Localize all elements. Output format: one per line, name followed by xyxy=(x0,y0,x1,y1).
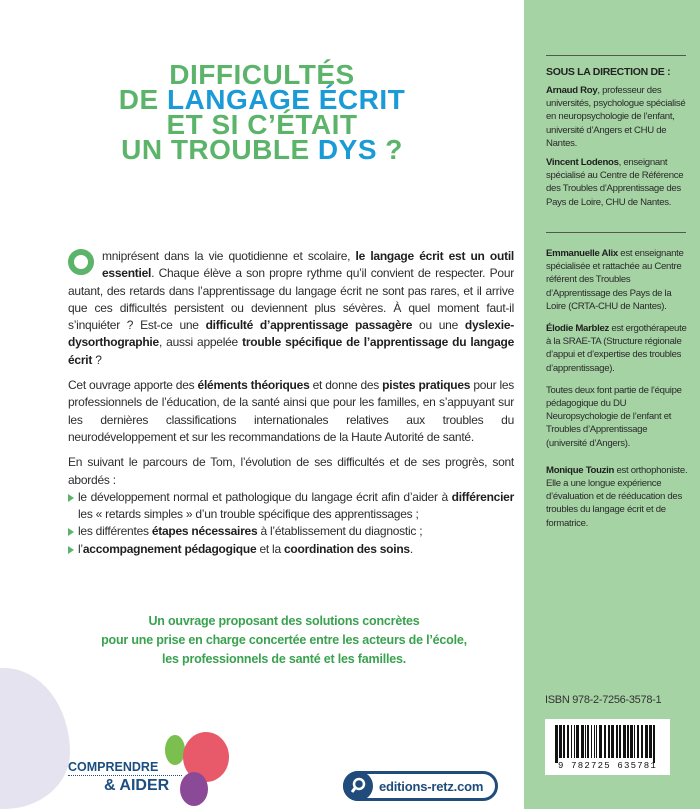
barcode-bar xyxy=(591,725,592,758)
author-bio xyxy=(546,322,690,375)
barcode xyxy=(545,719,670,775)
barcode-bar xyxy=(604,725,606,758)
tagline xyxy=(44,612,524,669)
barcode-bars xyxy=(555,725,659,763)
text-segment: , professeur des universités, psychologue spécialisé en neuropsychologie de l’enfant, université d’Angers et CHU de Nantes. xyxy=(546,85,686,149)
text-segment: En suivant le parcours de Tom, l’évolution de ses difficultés et de ses progrès, sont abordés : xyxy=(68,455,514,487)
barcode-bar xyxy=(559,725,562,758)
barcode-bar xyxy=(649,725,652,758)
text-segment: , enseignant spécialisé au Centre de Référence des Troubles d’Apprentissage des Pays de Loire, CHU de Nantes. xyxy=(546,157,684,208)
emphasis-text: Élodie Marblez xyxy=(546,323,609,335)
barcode-bar xyxy=(599,725,602,758)
blurb xyxy=(68,248,514,558)
barcode-bar xyxy=(630,725,633,758)
emphasis-text: Monique Touzin xyxy=(546,464,615,476)
text-segment: est ergothérapeute à la SRAE-TA (Structure régionale d’appui et d’expertise des troubles d’apprentissage). xyxy=(546,323,687,374)
text-segment: ou une xyxy=(412,318,465,333)
text-segment: les différentes xyxy=(78,524,152,539)
text-segment: et donne des xyxy=(309,378,383,393)
tagline-line: pour une prise en charge concertée entre les acteurs de l’école, xyxy=(101,633,467,647)
text-segment: Toutes deux font partie de l’équipe pédagogique du DU Neuropsychologie de l’enfant et Troubles d’Apprentissage (université d’Angers). xyxy=(546,384,682,449)
barcode-bar xyxy=(623,725,626,758)
emphasis-text: Emmanuelle Alix xyxy=(546,248,618,259)
text-segment: . Chaque élève a son propre rythme qu’il convient de respecter. Pour autant, des retards dans l’apprentissage du langage écrit ne sont pas rares, et il arrive que ces difficultés persistent ou deviennent plus sévères. À quel moment faut-il s’inquiéter ? Est-ce une xyxy=(68,266,514,333)
text-segment: Cet ouvrage apporte des xyxy=(68,378,198,393)
title-text: UN TROUBLE xyxy=(121,134,318,165)
emphasis-text: Vincent Lodenos xyxy=(546,157,619,169)
text-segment: . xyxy=(409,541,413,556)
author-bio xyxy=(546,384,690,450)
bullet-item xyxy=(68,541,514,558)
barcode-number: 9 782725 635781 xyxy=(557,761,657,771)
text-segment: pour les professionnels de l’éducation, de la santé ainsi que pour les familles, en s’appuyant sur les dernières classifications internationales relatives aux troubles du neurodéveloppement et sur les recommandations de la Haute Autorité de santé. xyxy=(68,378,515,444)
barcode-bar xyxy=(608,725,610,758)
website-link[interactable] xyxy=(343,771,498,801)
text-segment: le développement normal et pathologique du langage écrit afin d’aider à xyxy=(78,489,452,504)
divider xyxy=(546,232,686,233)
isbn: ISBN 978-2-7256-3578-1 xyxy=(545,694,662,706)
title-line: ET SI C’ÉTAIT xyxy=(166,109,358,140)
emphasis-text: éléments théoriques xyxy=(197,378,310,393)
barcode-bar xyxy=(645,725,648,758)
title-highlight: DYS xyxy=(317,134,377,165)
bullet-item xyxy=(68,523,514,540)
website-text: editions-retz.com xyxy=(379,779,484,794)
barcode-bar xyxy=(576,725,579,758)
barcode-bar xyxy=(634,725,635,758)
barcode-bar xyxy=(581,725,584,758)
blurb-paragraph xyxy=(68,248,514,369)
series-name-line1: COMPRENDRE xyxy=(68,760,182,776)
emphasis-text: différencier xyxy=(451,489,514,504)
book-title xyxy=(0,59,524,165)
barcode-bar xyxy=(641,725,643,758)
author-bio xyxy=(546,464,690,530)
barcode-bar xyxy=(567,725,569,758)
director-bio xyxy=(546,156,690,209)
directors-list xyxy=(546,84,690,215)
emphasis-text: Arnaud Roy xyxy=(546,85,598,96)
title-text: DE xyxy=(118,84,167,115)
barcode-bar xyxy=(571,725,572,758)
tagline-line: Un ouvrage proposant des solutions concrètes xyxy=(148,614,420,628)
emphasis-text: dyslexie-dysorthographie xyxy=(68,318,514,350)
text-segment: à l’établissement du diagnostic ; xyxy=(257,524,423,539)
text-segment: l’ xyxy=(78,541,83,556)
barcode-bar xyxy=(596,725,597,758)
blurb-paragraph xyxy=(68,454,514,489)
barcode-bar xyxy=(587,725,589,758)
emphasis-text: étapes nécessaires xyxy=(151,524,258,539)
barcode-bar xyxy=(619,725,621,758)
text-segment: mniprésent dans la vie quotidienne et scolaire, xyxy=(102,249,356,263)
divider xyxy=(546,55,686,56)
text-segment: et la xyxy=(256,541,284,556)
text-segment: , aussi appelée xyxy=(158,335,243,350)
text-segment: les « retards simples » d’un trouble spécifique des apprentissages ; xyxy=(78,507,419,522)
barcode-bar xyxy=(616,725,618,758)
logo-petal-purple xyxy=(180,772,208,806)
text-segment: est orthophoniste. Elle a une longue expérience d’évaluation et de rééducation des troubles du langage écrit et de formatrice. xyxy=(546,464,688,529)
bullet-item xyxy=(68,489,514,524)
barcode-bar xyxy=(563,725,565,758)
authors-list xyxy=(546,247,690,536)
director-bio xyxy=(546,84,690,150)
emphasis-text: trouble spécifique de l’apprentissage du langage écrit xyxy=(68,335,514,367)
barcode-bar xyxy=(637,725,639,758)
emphasis-text: difficulté d’apprentissage passagère xyxy=(205,318,413,333)
series-name-line2: & AIDER xyxy=(104,777,170,794)
barcode-bar xyxy=(611,725,614,758)
tagline-line: les professionnels de santé et les familles. xyxy=(161,652,407,666)
direction-heading: SOUS LA DIRECTION DE : xyxy=(546,66,671,78)
drop-cap-o xyxy=(68,249,94,275)
emphasis-text: le langage écrit est un outil essentiel xyxy=(102,249,514,281)
barcode-bar xyxy=(653,725,655,763)
title-text: ? xyxy=(377,134,403,165)
decorative-shape xyxy=(0,668,70,809)
emphasis-text: accompagnement pédagogique xyxy=(82,541,257,556)
text-segment: est enseignante spécialisée et rattachée au Centre référent des Troubles d’Apprentissage des Pays de la Loire (CRTA-CHU de Nantes). xyxy=(546,248,684,312)
author-bio xyxy=(546,247,690,313)
emphasis-text: coordination des soins xyxy=(283,541,410,556)
search-icon xyxy=(343,771,373,801)
barcode-bar xyxy=(594,725,595,758)
emphasis-text: pistes pratiques xyxy=(382,378,471,393)
barcode-bar xyxy=(627,725,629,758)
title-line: DIFFICULTÉS xyxy=(169,59,355,90)
barcode-bar xyxy=(585,725,586,758)
title-highlight: LANGAGE ÉCRIT xyxy=(166,84,406,115)
barcode-bar xyxy=(574,725,575,758)
blurb-paragraph xyxy=(68,377,514,446)
barcode-bar xyxy=(555,725,558,763)
text-segment: ? xyxy=(92,352,102,367)
